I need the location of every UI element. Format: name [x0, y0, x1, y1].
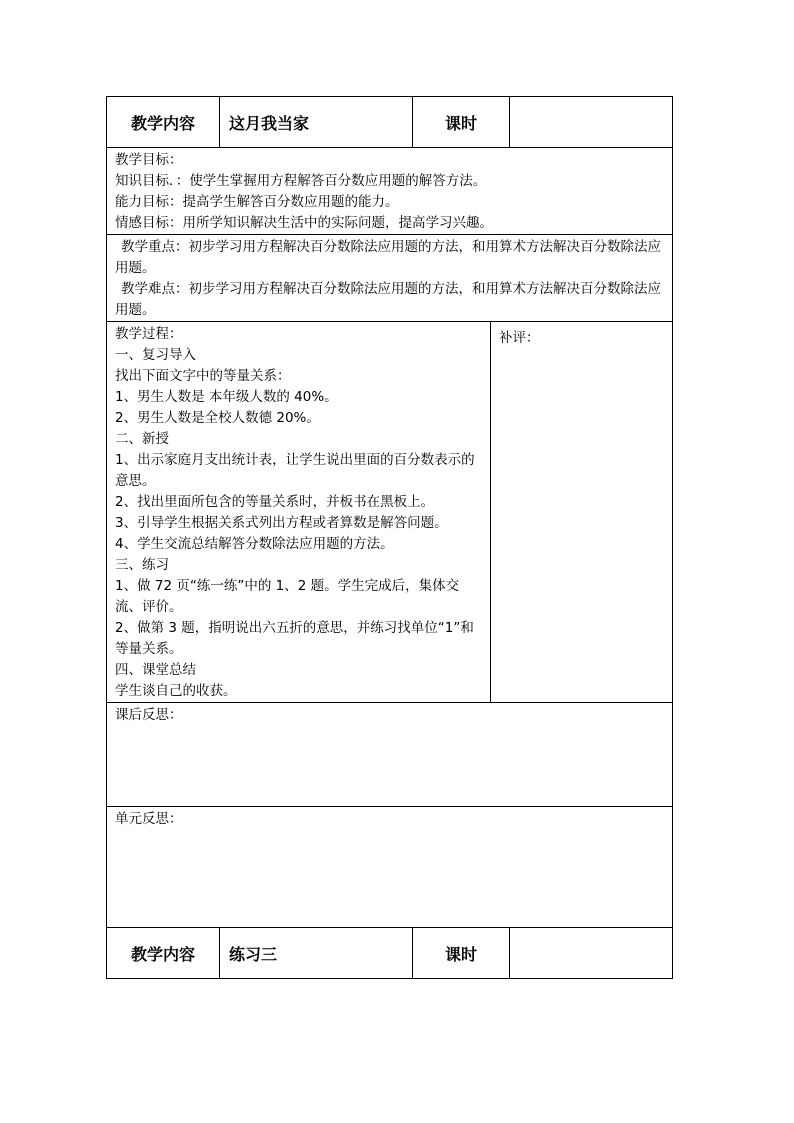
- section-summary: 四、课堂总结: [115, 662, 196, 678]
- header-row-2: [107, 928, 673, 979]
- lesson-title: 练习三: [220, 928, 413, 979]
- period-label: 课时: [413, 97, 510, 148]
- process-line: 4、学生交流总结解答分数除法应用题的方法。: [115, 536, 394, 552]
- unit-reflection: 单元反思：: [115, 811, 183, 827]
- goals-heading: 教学目标：: [115, 152, 183, 168]
- difficult-point: 教学难点：初步学习用方程解决百分数除法应用题的方法，和用算术方法解决百分数除法应用题。: [115, 281, 661, 318]
- teaching-goals: [107, 148, 672, 234]
- important-point: 教学重点：初步学习用方程解决百分数除法应用题的方法，和用算术方法解决百分数除法应用题。: [115, 239, 661, 276]
- process-line: 1、做 72 页“练一练”中的 1、2 题。学生完成后，集体交流、评价。: [115, 578, 460, 615]
- process-line: 2、找出里面所包含的等量关系时，并板书在黑板上。: [115, 494, 435, 510]
- after-class-reflection: 课后反思：: [115, 707, 183, 723]
- supplement-label: 补评：: [499, 330, 540, 346]
- content-label: 教学内容: [107, 928, 220, 979]
- teaching-process: [107, 322, 490, 702]
- process-line: 2、做第 3 题，指明说出六五折的意思，并练习找单位“1”和等量关系。: [115, 620, 474, 657]
- process-heading: 教学过程：: [115, 326, 183, 342]
- goal-ability: 能力目标：提高学生解答百分数应用题的能力。: [115, 194, 399, 210]
- goal-emotion: 情感目标：用所学知识解决生活中的实际问题，提高学习兴趣。: [115, 215, 493, 231]
- unit-row: [107, 807, 673, 928]
- goal-knowledge: 知识目标．：使学生掌握用方程解答百分数应用题的解答方法。: [115, 173, 487, 189]
- process-line: 1、出示家庭月支出统计表，让学生说出里面的百分数表示的意思。: [115, 452, 475, 489]
- process-line: 学生谈自己的收获。: [115, 683, 237, 699]
- keypoints-row: [107, 235, 673, 322]
- header-row-1: [107, 97, 673, 148]
- teaching-keypoints: [107, 235, 672, 321]
- period-value: [510, 928, 673, 979]
- process-line: 找出下面文字中的等量关系：: [115, 368, 291, 384]
- period-value: [510, 97, 673, 148]
- process-row: [107, 322, 673, 703]
- section-new: 二、新授: [115, 431, 169, 447]
- process-line: 2、男生人数是全校人数德 20%。: [115, 410, 320, 426]
- after-class-row: [107, 703, 673, 807]
- lesson-plan-sheet: [106, 96, 672, 979]
- content-label: 教学内容: [107, 97, 220, 148]
- section-practice: 三、练习: [115, 557, 169, 573]
- goals-row: [107, 148, 673, 235]
- period-label: 课时: [413, 928, 510, 979]
- section-review: 一、复习导入: [115, 347, 196, 363]
- lesson-title: 这月我当家: [220, 97, 413, 148]
- process-line: 3、引导学生根据关系式列出方程或者算数是解答问题。: [115, 515, 448, 531]
- lesson-plan-table: [106, 96, 673, 979]
- process-line: 1、男生人数是 本年级人数的 40%。: [115, 389, 338, 405]
